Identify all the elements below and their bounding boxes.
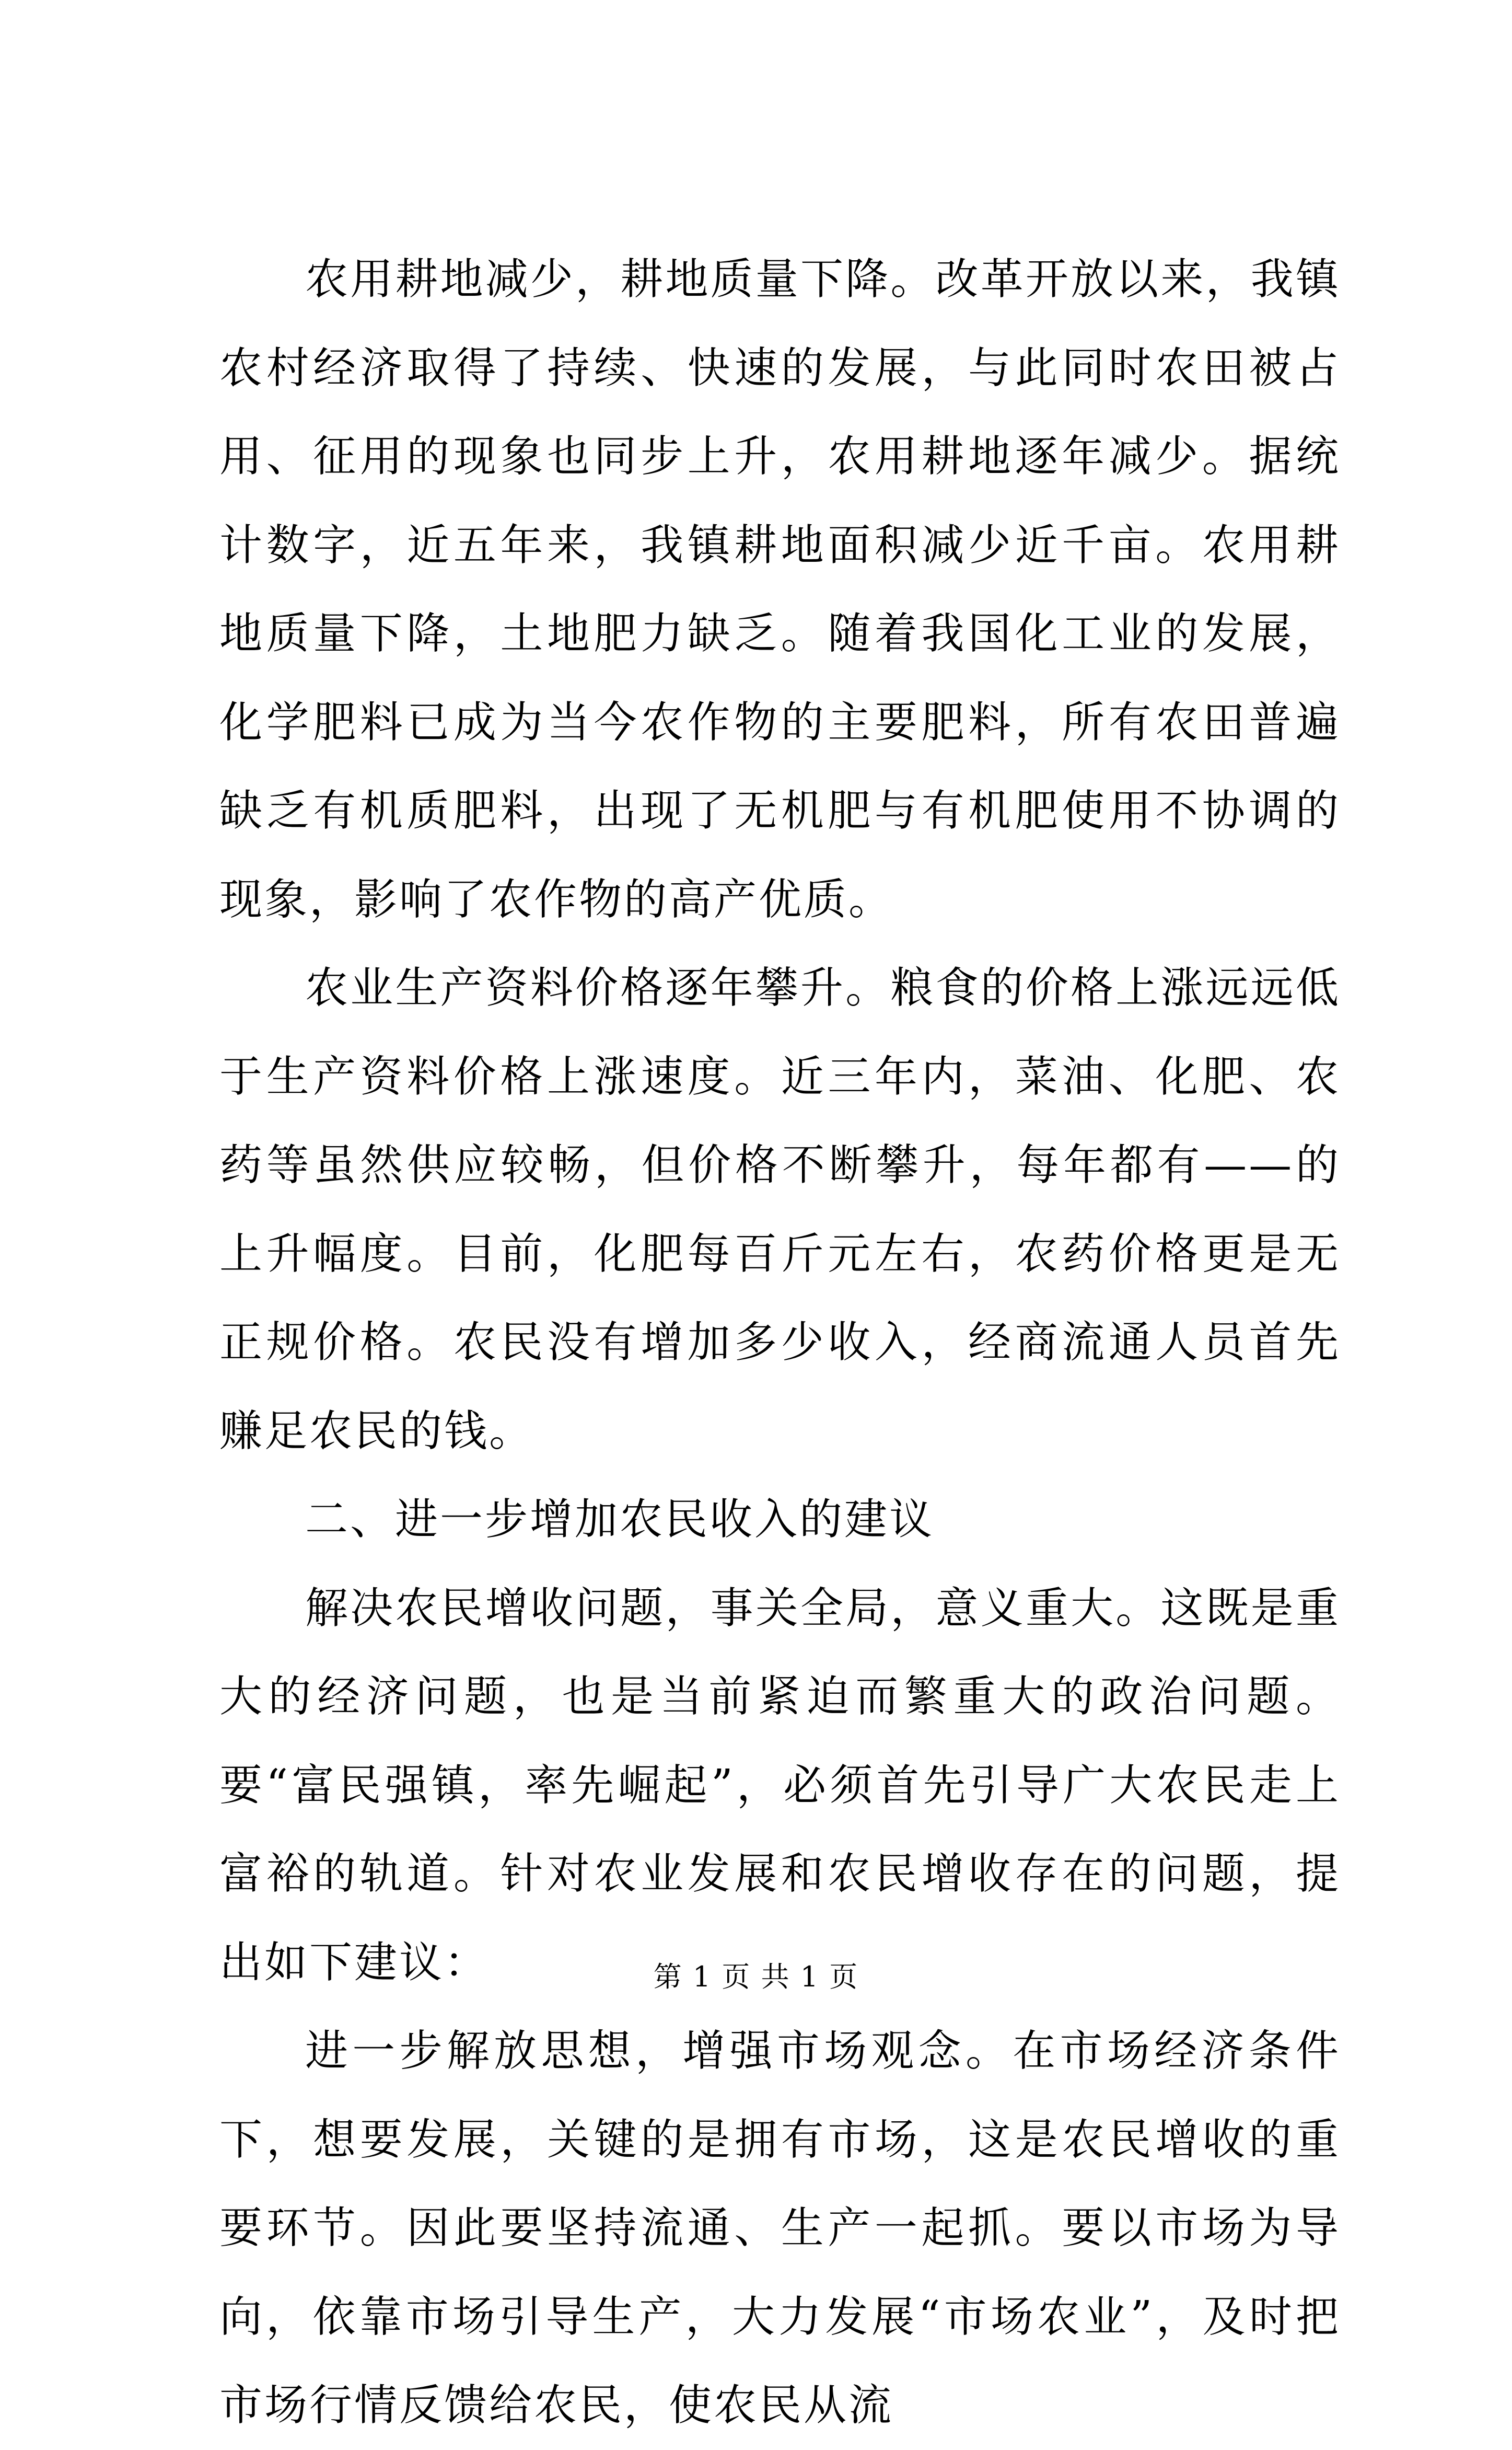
section-heading: 二、进一步增加农民收入的建议: [305, 1495, 935, 1544]
paragraph-prices: 农业生产资料价格逐年攀升。粮食的价格上涨远远低于生产资料价格上涨速度。近三年内，菜油、化肥、农药等虽然供应较畅，但价格不断攀升，每年都有——的上升幅度。目前，化肥每百斤元左右，农药价格更是无正规价格。农民没有增加多少收入，经商流通人员首先赚足农民的钱。: [219, 963, 1341, 1456]
page-footer: 第 1 页 共 1 页: [653, 1960, 859, 1993]
paragraph-income-issue: 解决农民增收问题，事关全局，意义重大。这既是重大的经济问题，也是当前紧迫而繁重大的政治问题。要“富民强镇，率先崛起”，必须首先引导广大农民走上富裕的轨道。针对农业发展和农民增收存在的问题，提出如下建议：: [219, 1583, 1341, 1987]
paragraph-farmland: 农用耕地减少，耕地质量下降。改革开放以来，我镇农村经济取得了持续、快速的发展，与此同时农田被占用、征用的现象也同步上升，农用耕地逐年减少。据统计数字，近五年来，我镇耕地面积减少近千亩。农用耕地质量下降，土地肥力缺乏。随着我国化工业的发展，化学肥料已成为当今农作物的主要肥料，所有农田普遍缺乏有机质肥料，出现了无机肥与有机肥使用不协调的现象，影响了农作物的高产优质。: [219, 255, 1341, 924]
paragraph-market: 进一步解放思想，增强市场观念。在市场经济条件下，想要发展，关键的是拥有市场，这是农民增收的重要环节。因此要坚持流通、生产一起抓。要以市场为导向，依靠市场引导生产，大力发展“市场农业”，及时把市场行情反馈给农民，使农民从流: [219, 2026, 1341, 2430]
document-body: [219, 235, 1341, 2450]
